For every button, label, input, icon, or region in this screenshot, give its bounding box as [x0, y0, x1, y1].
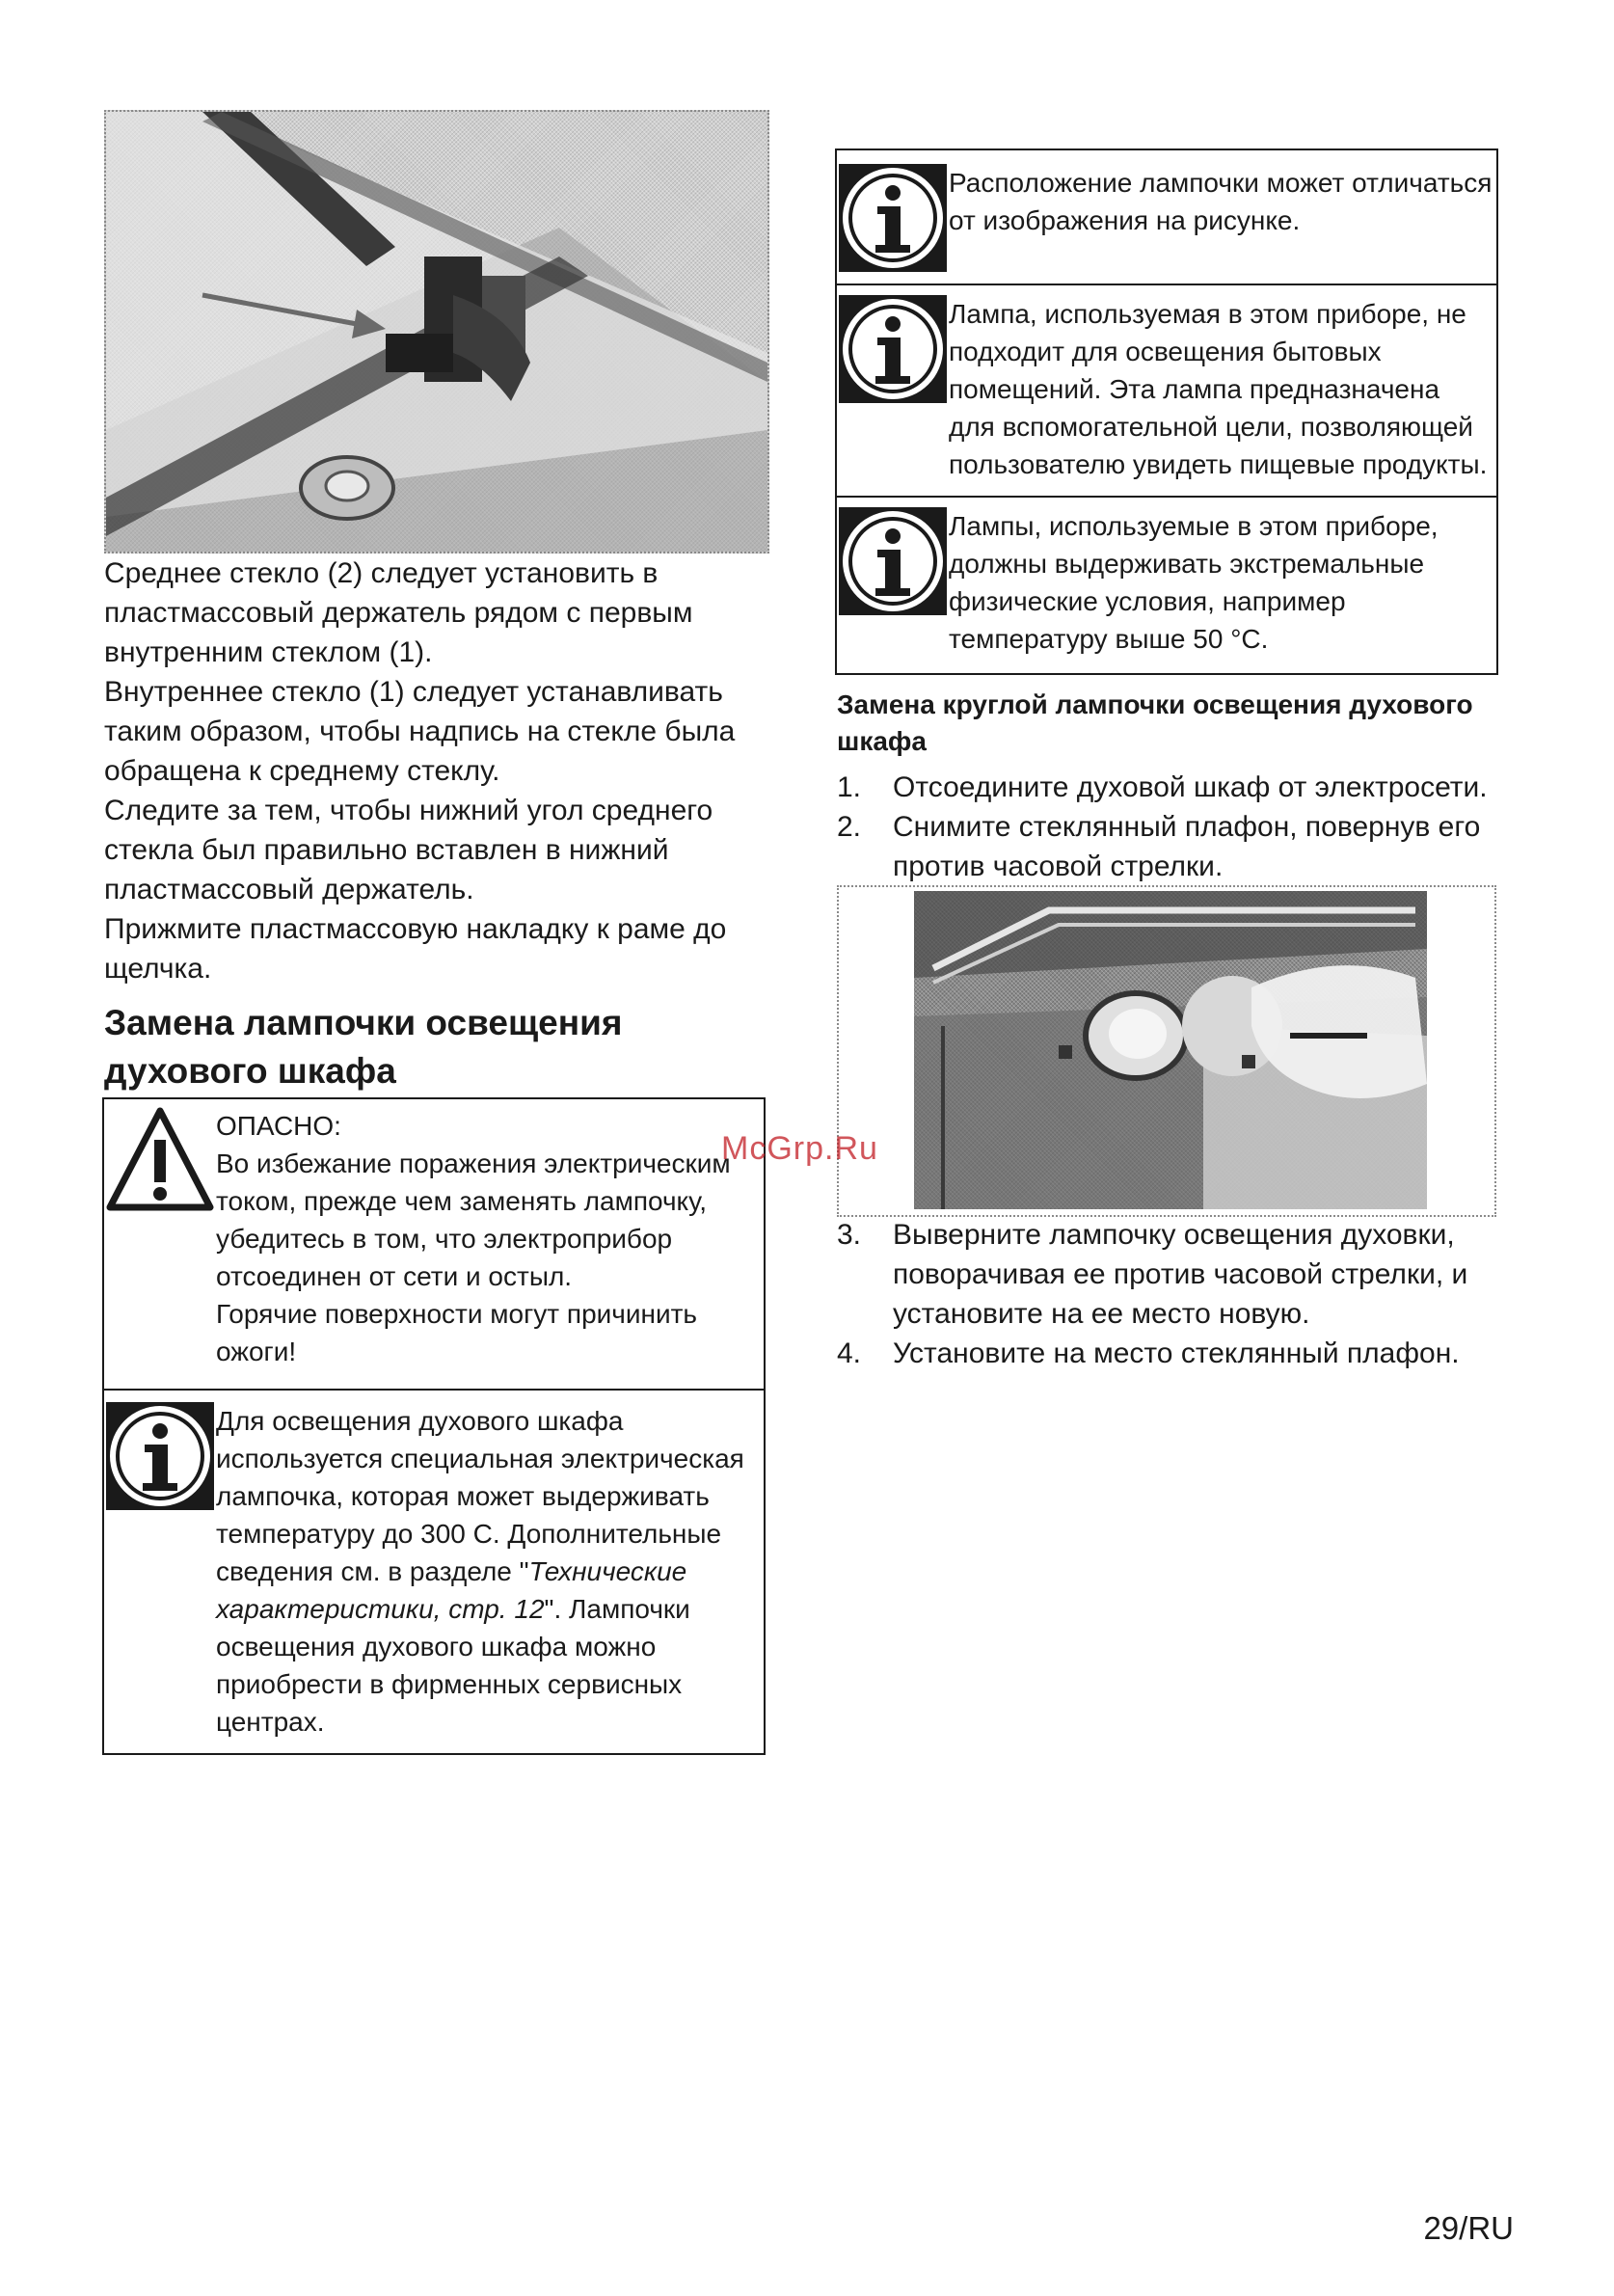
- info-icon: [106, 1402, 214, 1510]
- note-text: Лампы, используемые в этом приборе, должны выдерживать экстремальные физические условия, например температуру выше 50 °C.: [949, 511, 1439, 654]
- info-icon: [839, 164, 947, 272]
- list-item: [837, 807, 1502, 886]
- watermark: McGrp.Ru: [721, 1130, 878, 1167]
- note-cell: [837, 150, 1496, 285]
- info-text-part: Для освещения духового шкафа используется специальная электрическая лампочка, которая может выдерживать температуру до 300 С. Дополнительные сведения см. в разделе ": [216, 1406, 744, 1586]
- paragraph: Прижмите пластмассовую накладку к раме до щелчка.: [104, 913, 727, 985]
- warning-triangle-icon: [106, 1107, 214, 1215]
- list-item: [837, 1215, 1502, 1334]
- oven-lamp-photo: [837, 885, 1496, 1217]
- list-item: [837, 768, 1502, 807]
- warning-title: ОПАСНО:: [216, 1111, 341, 1141]
- info-text-reference: Технические характеристики, стр. 12: [216, 1556, 687, 1624]
- page-number: 29/RU: [1423, 2210, 1514, 2246]
- warning-cell: [104, 1099, 764, 1391]
- note-text: Расположение лампочки может отличаться от изображения на рисунке.: [949, 168, 1493, 235]
- note-text: Лампа, используемая в этом приборе, не подходит для освещения бытовых помещений. Эта лампа предназначена для вспомогательной цели, позволяющей пользователю увидеть пищевые продукты.: [949, 299, 1488, 479]
- info-text: [216, 1402, 760, 1741]
- step-number: 3.: [837, 1219, 862, 1251]
- warning-info-box: [102, 1097, 766, 1755]
- glass-installation-text: [104, 554, 760, 988]
- paragraph: Среднее стекло (2) следует установить в пластмассовый держатель рядом с первым внутренним стеклом (1).: [104, 557, 693, 668]
- warning-line: Горячие поверхности могут причинить ожоги!: [216, 1299, 698, 1366]
- info-icon: [839, 507, 947, 615]
- steps-list: [837, 1215, 1502, 1373]
- step-text: Отсоедините духовой шкаф от электросети.: [893, 771, 1488, 803]
- step-text: Выверните лампочку освещения духовки, поворачивая ее против часовой стрелки, и установите на ее место новую.: [893, 1219, 1468, 1330]
- notes-box: [835, 149, 1498, 675]
- list-item: [837, 1334, 1502, 1373]
- glass-holder-photo: [104, 110, 769, 554]
- section-heading: Замена лампочки освещения духового шкафа: [104, 1003, 623, 1091]
- info-icon: [839, 295, 947, 403]
- paragraph: Внутреннее стекло (1) следует устанавливать таким образом, чтобы надпись на стекле была обращена к среднему стеклу.: [104, 676, 736, 787]
- step-number: 1.: [837, 771, 862, 803]
- info-text-part: ". Лампочки освещения духового шкафа можно приобрести в фирменных сервисных центрах.: [216, 1594, 690, 1737]
- note-cell: [837, 498, 1496, 673]
- steps-list: [837, 768, 1502, 886]
- step-number: 2.: [837, 811, 862, 843]
- note-cell: [837, 285, 1496, 498]
- warning-line: Во избежание поражения электрическим током, прежде чем заменять лампочку, убедитесь в том, что электроприбор отсоединен от сети и остыл.: [216, 1148, 731, 1291]
- paragraph: Следите за тем, чтобы нижний угол среднего стекла был правильно вставлен в нижний пластмассовый держатель.: [104, 795, 713, 905]
- step-text: Снимите стеклянный плафон, повернув его против часовой стрелки.: [893, 811, 1481, 882]
- step-number: 4.: [837, 1337, 862, 1369]
- step-text: Установите на место стеклянный плафон.: [893, 1337, 1460, 1369]
- info-cell: [104, 1391, 764, 1753]
- subsection-heading: Замена круглой лампочки освещения духового шкафа: [837, 689, 1473, 756]
